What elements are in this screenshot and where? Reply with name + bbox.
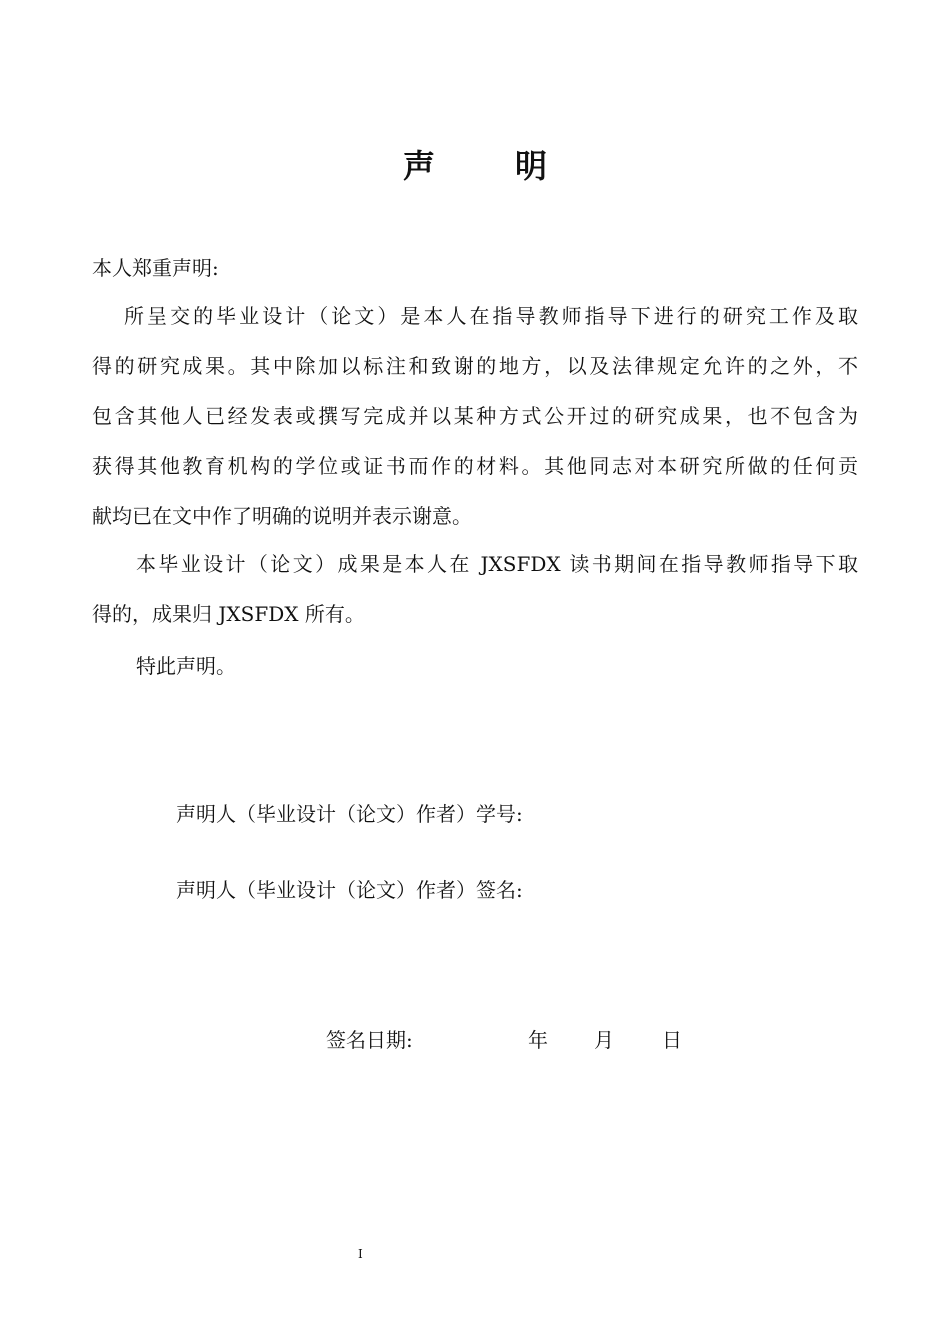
page-title: 声明 [402, 147, 627, 185]
student-id-label: 声明人（毕业设计（论文）作者）学号: [176, 802, 523, 826]
paragraph2-line: 得的，成果归 JXSFDX 所有。 [92, 602, 365, 626]
signature-label: 声明人（毕业设计（论文）作者）签名: [176, 878, 523, 902]
paragraph2-line: 本毕业设计（论文）成果是本人在 JXSFDX 读书期间在指导教师指导下取 [136, 552, 858, 576]
date-day-label: 日 [662, 1028, 682, 1052]
closing-statement: 特此声明。 [136, 654, 236, 678]
paragraph1-line: 得的研究成果。其中除加以标注和致谢的地方，以及法律规定允许的之外，不 [92, 354, 858, 378]
page-number: I [358, 1247, 363, 1261]
date-label: 签名日期: [326, 1028, 413, 1052]
paragraph1-line: 包含其他人已经发表或撰写完成并以某种方式公开过的研究成果，也不包含为 [92, 404, 858, 428]
intro-line: 本人郑重声明: [92, 256, 219, 280]
date-month-label: 月 [594, 1028, 614, 1052]
paragraph1-line: 献均已在文中作了明确的说明并表示谢意。 [92, 504, 472, 528]
paragraph1-line: 所呈交的毕业设计（论文）是本人在指导教师指导下进行的研究工作及取 [124, 304, 858, 328]
date-year-label: 年 [528, 1028, 548, 1052]
paragraph1-line: 获得其他教育机构的学位或证书而作的材料。其他同志对本研究所做的任何贡 [92, 454, 858, 478]
